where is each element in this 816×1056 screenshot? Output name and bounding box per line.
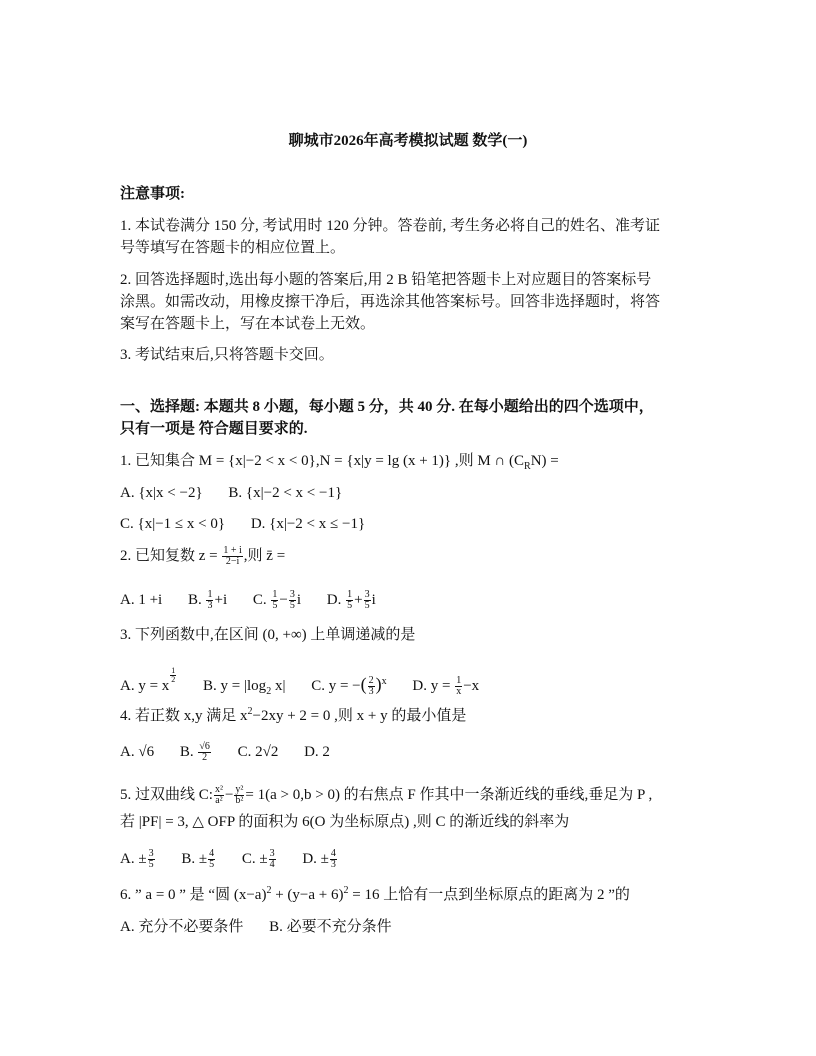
q2-option-c	[253, 590, 301, 611]
q4-stem-b: −2xy + 2 = 0 ,则 x + y 的最小值是	[252, 708, 467, 724]
q2-frac-num: 1 + i	[223, 545, 242, 557]
q5-option-b	[181, 849, 216, 870]
q2-c-frac1	[271, 590, 278, 611]
notice-item-3-line-1: 3. 考试结束后,只将答题卡交回。	[120, 347, 334, 363]
question-2-options	[120, 590, 398, 611]
q5-d-num: 4	[330, 848, 336, 860]
q2-option-b	[188, 590, 227, 611]
q2-frac-den: 2−i	[225, 556, 240, 568]
question-5-options	[120, 849, 360, 870]
q2-c-label: C.	[252, 592, 267, 608]
q2-b-rest: +i	[214, 592, 228, 608]
q3-b-end: x|	[271, 678, 286, 694]
q5-a-den: 5	[148, 859, 154, 871]
question-3-stem: 3. 下列函数中,在区间 (0, +∞) 上单调递减的是	[120, 627, 416, 643]
q5-line1-b: = 1(a > 0,b > 0) 的右焦点 F 作其中一条渐近线的垂线,垂足为 P ,	[245, 787, 653, 803]
q2-c-rest: i	[296, 592, 302, 608]
q5-b-frac	[208, 849, 215, 870]
q3-b-text: B. y = |log	[203, 678, 267, 694]
q1-stem-end: N) =	[530, 453, 559, 469]
q6-stem-a: 6. ” a = 0 ” 是 “圆 (x−a)	[120, 887, 267, 903]
q3-c-frac	[368, 676, 375, 697]
q4-option-a: A. √6	[120, 744, 155, 760]
q3-c-num: 2	[368, 675, 374, 687]
q2-d-den1: 5	[347, 600, 353, 612]
q4-option-d: D. 2	[304, 744, 330, 760]
section-heading-line-2: 只有一项是 符合题目要求的.	[120, 421, 308, 437]
q5-d-label: D. ±	[302, 851, 329, 867]
q5-c-num: 3	[269, 848, 275, 860]
q5-fx-den: a²	[215, 795, 223, 807]
q5-fy-num: y²	[235, 784, 244, 796]
q1-stem-sub: R	[524, 461, 531, 472]
q2-d-label: D.	[326, 592, 342, 608]
q5-c-label: C. ±	[241, 851, 268, 867]
q5-d-den: 3	[330, 859, 336, 871]
q4-b-den: 2	[202, 752, 208, 764]
q3-a-exp-num: 1	[171, 666, 176, 675]
q2-b-frac	[206, 590, 213, 611]
question-1-options-row-1	[120, 483, 364, 503]
notice-heading: 注意事项:	[120, 186, 185, 202]
q1-option-b: B. {x|−2 < x < −1}	[228, 485, 343, 501]
q3-b-sub: 2	[266, 686, 272, 697]
q4-b-frac	[198, 742, 211, 763]
notice-item-2-line-3: 案写在答题卡上，写在本试卷上无效。	[120, 316, 376, 332]
q1-option-d: D. {x|−2 < x ≤ −1}	[250, 516, 366, 532]
question-1-options-row-2	[120, 514, 387, 534]
q2-c-num2: 3	[289, 589, 295, 601]
question-5-stem-line-1	[120, 785, 652, 806]
q2-d-frac1	[346, 590, 353, 611]
question-4-stem	[120, 706, 466, 726]
q1-option-a: A. {x|x < −2}	[120, 485, 203, 501]
q3-d-frac	[455, 676, 462, 697]
q1-option-c: C. {x|−1 ≤ x < 0}	[120, 516, 226, 532]
q5-fy-den: b²	[235, 795, 244, 807]
question-6-stem	[120, 885, 630, 905]
q5-c-den: 4	[269, 859, 275, 871]
q2-b-den: 3	[207, 600, 213, 612]
q2-option-a: A. 1 +i	[120, 592, 163, 608]
q5-a-num: 3	[148, 848, 154, 860]
q5-a-frac	[148, 849, 155, 870]
q3-c-text: C. y = −	[311, 678, 361, 694]
q5-b-label: B. ±	[181, 851, 208, 867]
q3-option-d	[412, 676, 479, 697]
question-2-stem	[120, 546, 285, 567]
q6-option-b: B. 必要不充分条件	[269, 919, 392, 935]
q2-c-frac2	[289, 590, 296, 611]
q4-option-b	[180, 742, 212, 763]
q2-b-label: B.	[187, 592, 202, 608]
section-heading-line-1: 一、选择题: 本题共 8 小题，每小题 5 分，共 40 分. 在每小题给出的四个选项中，	[120, 399, 654, 415]
q3-a-text: A. y = x	[120, 678, 170, 694]
q1-stem-text: 1. 已知集合 M = {x|−2 < x < 0},N = {x|y = lg (x + 1)} ,则 M ∩ (C	[120, 453, 525, 469]
q2-d-rest: i	[371, 592, 376, 608]
q3-a-exp-frac	[170, 667, 176, 684]
q5-fx-num: x²	[214, 784, 223, 796]
q2-stem-b: ,则 z̄ =	[243, 548, 286, 564]
q4-b-num: √6	[199, 741, 210, 753]
q3-a-exp-den: 2	[171, 675, 176, 684]
q5-a-label: A. ±	[120, 851, 147, 867]
q6-sup-2: 2	[343, 885, 349, 896]
q2-d-plus: +	[354, 592, 363, 608]
q5-c-frac	[269, 849, 276, 870]
q6-option-a: A. 充分不必要条件	[120, 919, 244, 935]
q5-minus: −	[224, 787, 234, 803]
q3-option-b	[203, 676, 285, 696]
notice-item-1-line-2: 号等填写在答题卡的相应位置上。	[120, 240, 346, 256]
q2-c-minus: −	[279, 592, 288, 608]
q4-b-label: B.	[179, 744, 194, 760]
q3-option-c: C. y = −( $\frac{2}{3}$ )$^x$	[311, 674, 387, 698]
q2-c-den2: 5	[289, 600, 295, 612]
q5-d-frac	[330, 849, 337, 870]
q6-sup-1: 2	[266, 885, 272, 896]
q2-d-num2: 3	[364, 589, 370, 601]
q2-fraction	[222, 546, 242, 567]
q3-c-sup: x	[381, 676, 387, 687]
q5-frac-x	[214, 785, 224, 806]
notice-item-1-line-1: 1. 本试卷满分 150 分, 考试用时 120 分钟。答卷前, 考生务必将自己的姓名、准考证	[120, 218, 661, 234]
q2-d-den2: 5	[364, 600, 370, 612]
question-6-options	[120, 917, 414, 937]
question-3-options	[120, 667, 501, 697]
q2-c-den1: 5	[272, 600, 278, 612]
q2-d-frac2	[364, 590, 371, 611]
question-1-stem	[120, 451, 559, 471]
q5-b-den: 5	[209, 859, 215, 871]
q3-d-rest: −x	[463, 678, 480, 694]
q3-option-a	[120, 667, 177, 696]
q3-d-den: x	[456, 686, 462, 698]
q3-d-num: 1	[456, 675, 462, 687]
notice-item-2-line-2: 涂黑。如需改动，用橡皮擦干净后，再选涂其他答案标号。回答非选择题时，将答	[120, 294, 661, 310]
q5-option-d	[302, 849, 338, 870]
q4-stem-a: 4. 若正数 x,y 满足 x	[120, 708, 248, 724]
q5-option-c	[242, 849, 277, 870]
q3-c-den: 3	[368, 686, 374, 698]
q5-frac-y	[234, 785, 244, 806]
q2-option-d	[327, 590, 376, 611]
q2-b-num: 1	[207, 589, 213, 601]
q4-option-c: C. 2√2	[237, 744, 279, 760]
page-title: 聊城市2026年高考模拟试题 数学(一)	[288, 133, 528, 149]
q3-d-text: D. y =	[412, 678, 451, 694]
q6-stem-c: = 16 上恰有一点到坐标原点的距离为 2 ”的	[348, 887, 630, 903]
question-4-options	[120, 742, 352, 763]
notice-item-2-line-1: 2. 回答选择题时,选出每小题的答案后,用 2 B 铅笔把答题卡上对应题目的答案标号	[120, 272, 652, 288]
q2-stem-a: 2. 已知复数 z =	[120, 548, 218, 564]
q5-line1-a: 5. 过双曲线 C:	[120, 787, 213, 803]
q2-d-num1: 1	[347, 589, 353, 601]
q5-b-num: 4	[209, 848, 215, 860]
q4-stem-sup: 2	[247, 706, 253, 717]
q5-option-a	[120, 849, 156, 870]
question-5-stem-line-2: 若 |PF| = 3, △ OFP 的面积为 6(O 为坐标原点) ,则 C 的渐近线的斜率为	[120, 814, 570, 830]
q2-c-num1: 1	[272, 589, 278, 601]
q6-stem-b: + (y−a + 6)	[271, 887, 344, 903]
